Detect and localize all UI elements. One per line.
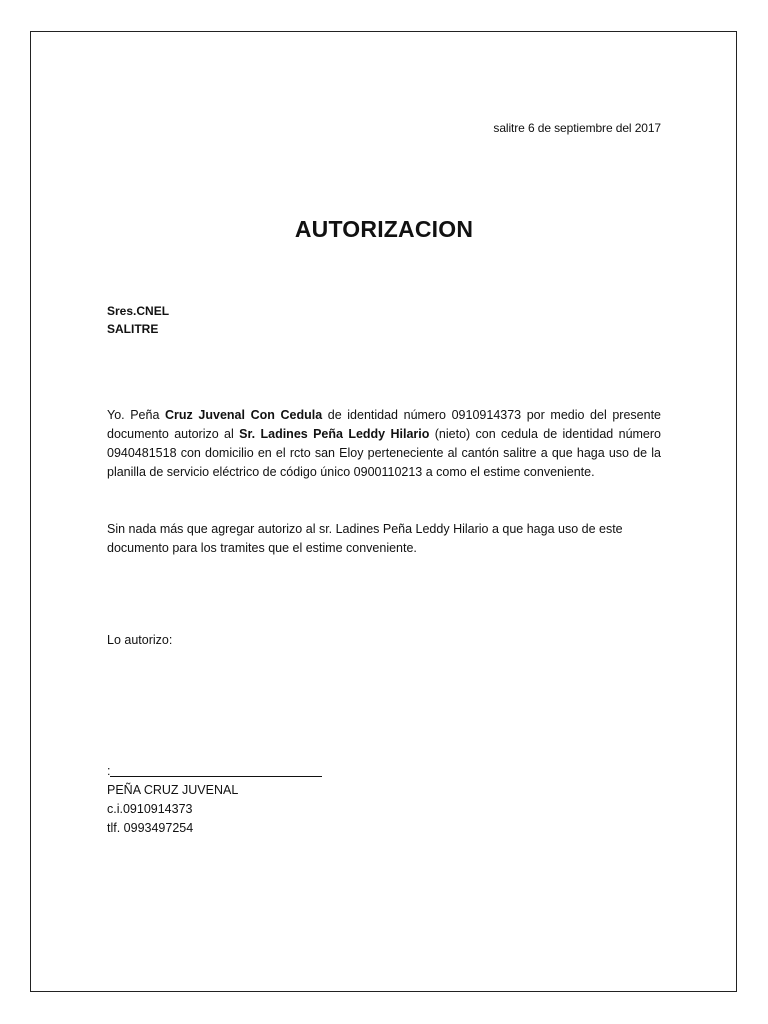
page-border — [30, 31, 737, 992]
signature-line — [107, 762, 322, 781]
recipient-line-1: Sres.CNEL — [107, 304, 170, 318]
paragraph1-bold-2: Sr. Ladines Peña Leddy Hilario — [239, 427, 430, 441]
recipient-block — [107, 302, 169, 338]
signature-prefix: : — [107, 764, 111, 778]
document-date: salitre 6 de septiembre del 2017 — [493, 121, 661, 135]
authorization-paragraph — [107, 406, 661, 482]
closing-paragraph: Sin nada más que agregar autorizo al sr. Ladines Peña Leddy Hilario a que haga uso de este documento para los tramites que el estime conveniente. — [107, 522, 623, 555]
recipient-line-2: SALITRE — [107, 322, 159, 336]
paragraph1-text-3: (nieto) con cedula de identidad número 0940481518 con domicilio en el rcto san Eloy perteneciente al cantón salitre a que haga uso de la planilla de servicio eléctrico de código único 0900110213 a como el estime conveniente. — [107, 427, 661, 479]
authorize-label: Lo autorizo: — [107, 633, 173, 647]
document-title: AUTORIZACION — [294, 216, 474, 242]
paragraph1-bold-1: Cruz Juvenal Con Cedula — [165, 408, 323, 422]
paragraph1-text-2: de identidad número 0910914373 por medio del presente documento autorizo al — [107, 408, 661, 441]
paragraph1-text-1: Yo. Peña — [107, 408, 166, 422]
signer-name: PEÑA CRUZ JUVENAL — [107, 783, 239, 797]
signer-id: c.i.0910914373 — [107, 802, 193, 816]
signature-block — [107, 762, 322, 838]
signer-phone: tlf. 0993497254 — [107, 821, 194, 835]
signature-rule — [110, 764, 322, 777]
